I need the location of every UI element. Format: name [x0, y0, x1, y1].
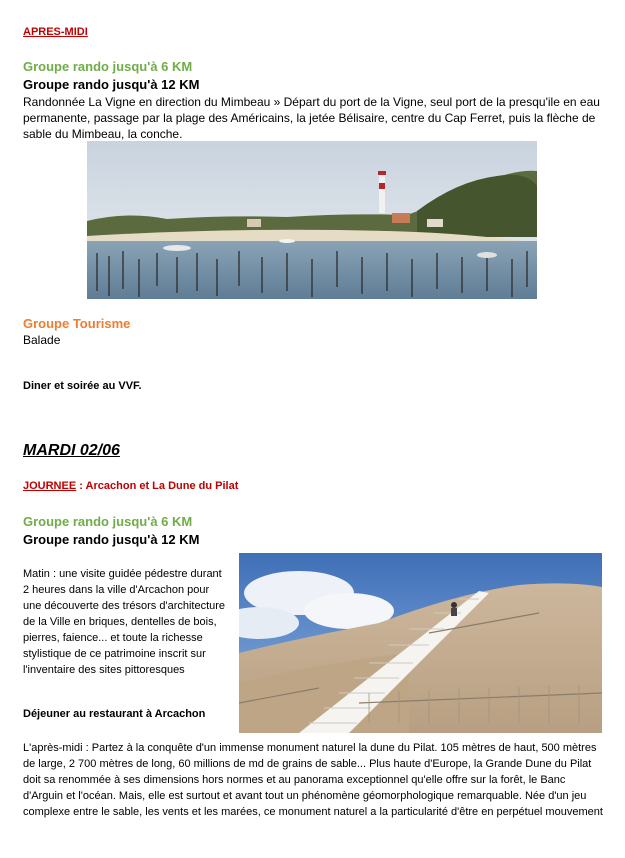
group-6km-title: Groupe rando jusqu'à 6 KM: [23, 59, 193, 74]
dune-du-pilat-photo: [239, 553, 602, 733]
hike-description: Randonnée La Vigne en direction du Mimbeau » Départ du port de la Vigne, seul port de la presqu'ile en eau permanente, passage par la plage des Américains, la jetée Bélisaire, centre du Cap Ferret, puis la flèche de sable du Mimbeau, la conche.: [23, 95, 600, 141]
afternoon-label: APRES-MIDI: [23, 26, 88, 38]
group-6km-title-2: Groupe rando jusqu'à 6 KM: [23, 514, 193, 529]
cap-ferret-photo: [87, 141, 537, 299]
journee-destination: : Arcachon et La Dune du Pilat: [76, 480, 239, 492]
lunch-text: Déjeuner au restaurant à Arcachon: [23, 708, 206, 720]
journee-label: JOURNEE: [23, 480, 77, 492]
morning-text: Matin : une visite guidée pédestre durant 2 heures dans la ville d'Arcachon pour une découverte des trésors d'architecture de la Ville en briques, dentelles de bois, pierres, faience... et toute la richesse stylistique de ce patrimoine inscrit sur l'inventaire des sites pittoresques: [23, 568, 226, 676]
tourism-text: Balade: [23, 333, 61, 347]
day-program-line: [23, 480, 238, 492]
dinner-text: Diner et soirée au VVF.: [23, 380, 142, 392]
afternoon-text: L'après-midi : Partez à la conquête d'un immense monument naturel la dune du Pilat. 105 mètres de haut, 500 mètres de large, 2 700 mètres de long, 60 millions de md de grains de sable... Plus haute d'Europe, la Grande Dune du Pilat doit sa renommée à ses dimensions hors normes et au panorama exceptionnel qu'elle offre sur la forêt, le Banc d'Arguin et l'océan. Mais, elle est surtout et avant tout un phénomène géomorphologique remarquable. Née d'un jeu complexe entre le sable, les vents et les marées, ce monument naturel a la particularité d'être en perpétuel mouvement: [23, 742, 603, 818]
day-heading: MARDI 02/06: [23, 442, 120, 459]
group-12km-title-2: Groupe rando jusqu'à 12 KM: [23, 532, 200, 547]
tourism-group-title: Groupe Tourisme: [23, 316, 131, 331]
group-12km-title: Groupe rando jusqu'à 12 KM: [23, 77, 200, 92]
